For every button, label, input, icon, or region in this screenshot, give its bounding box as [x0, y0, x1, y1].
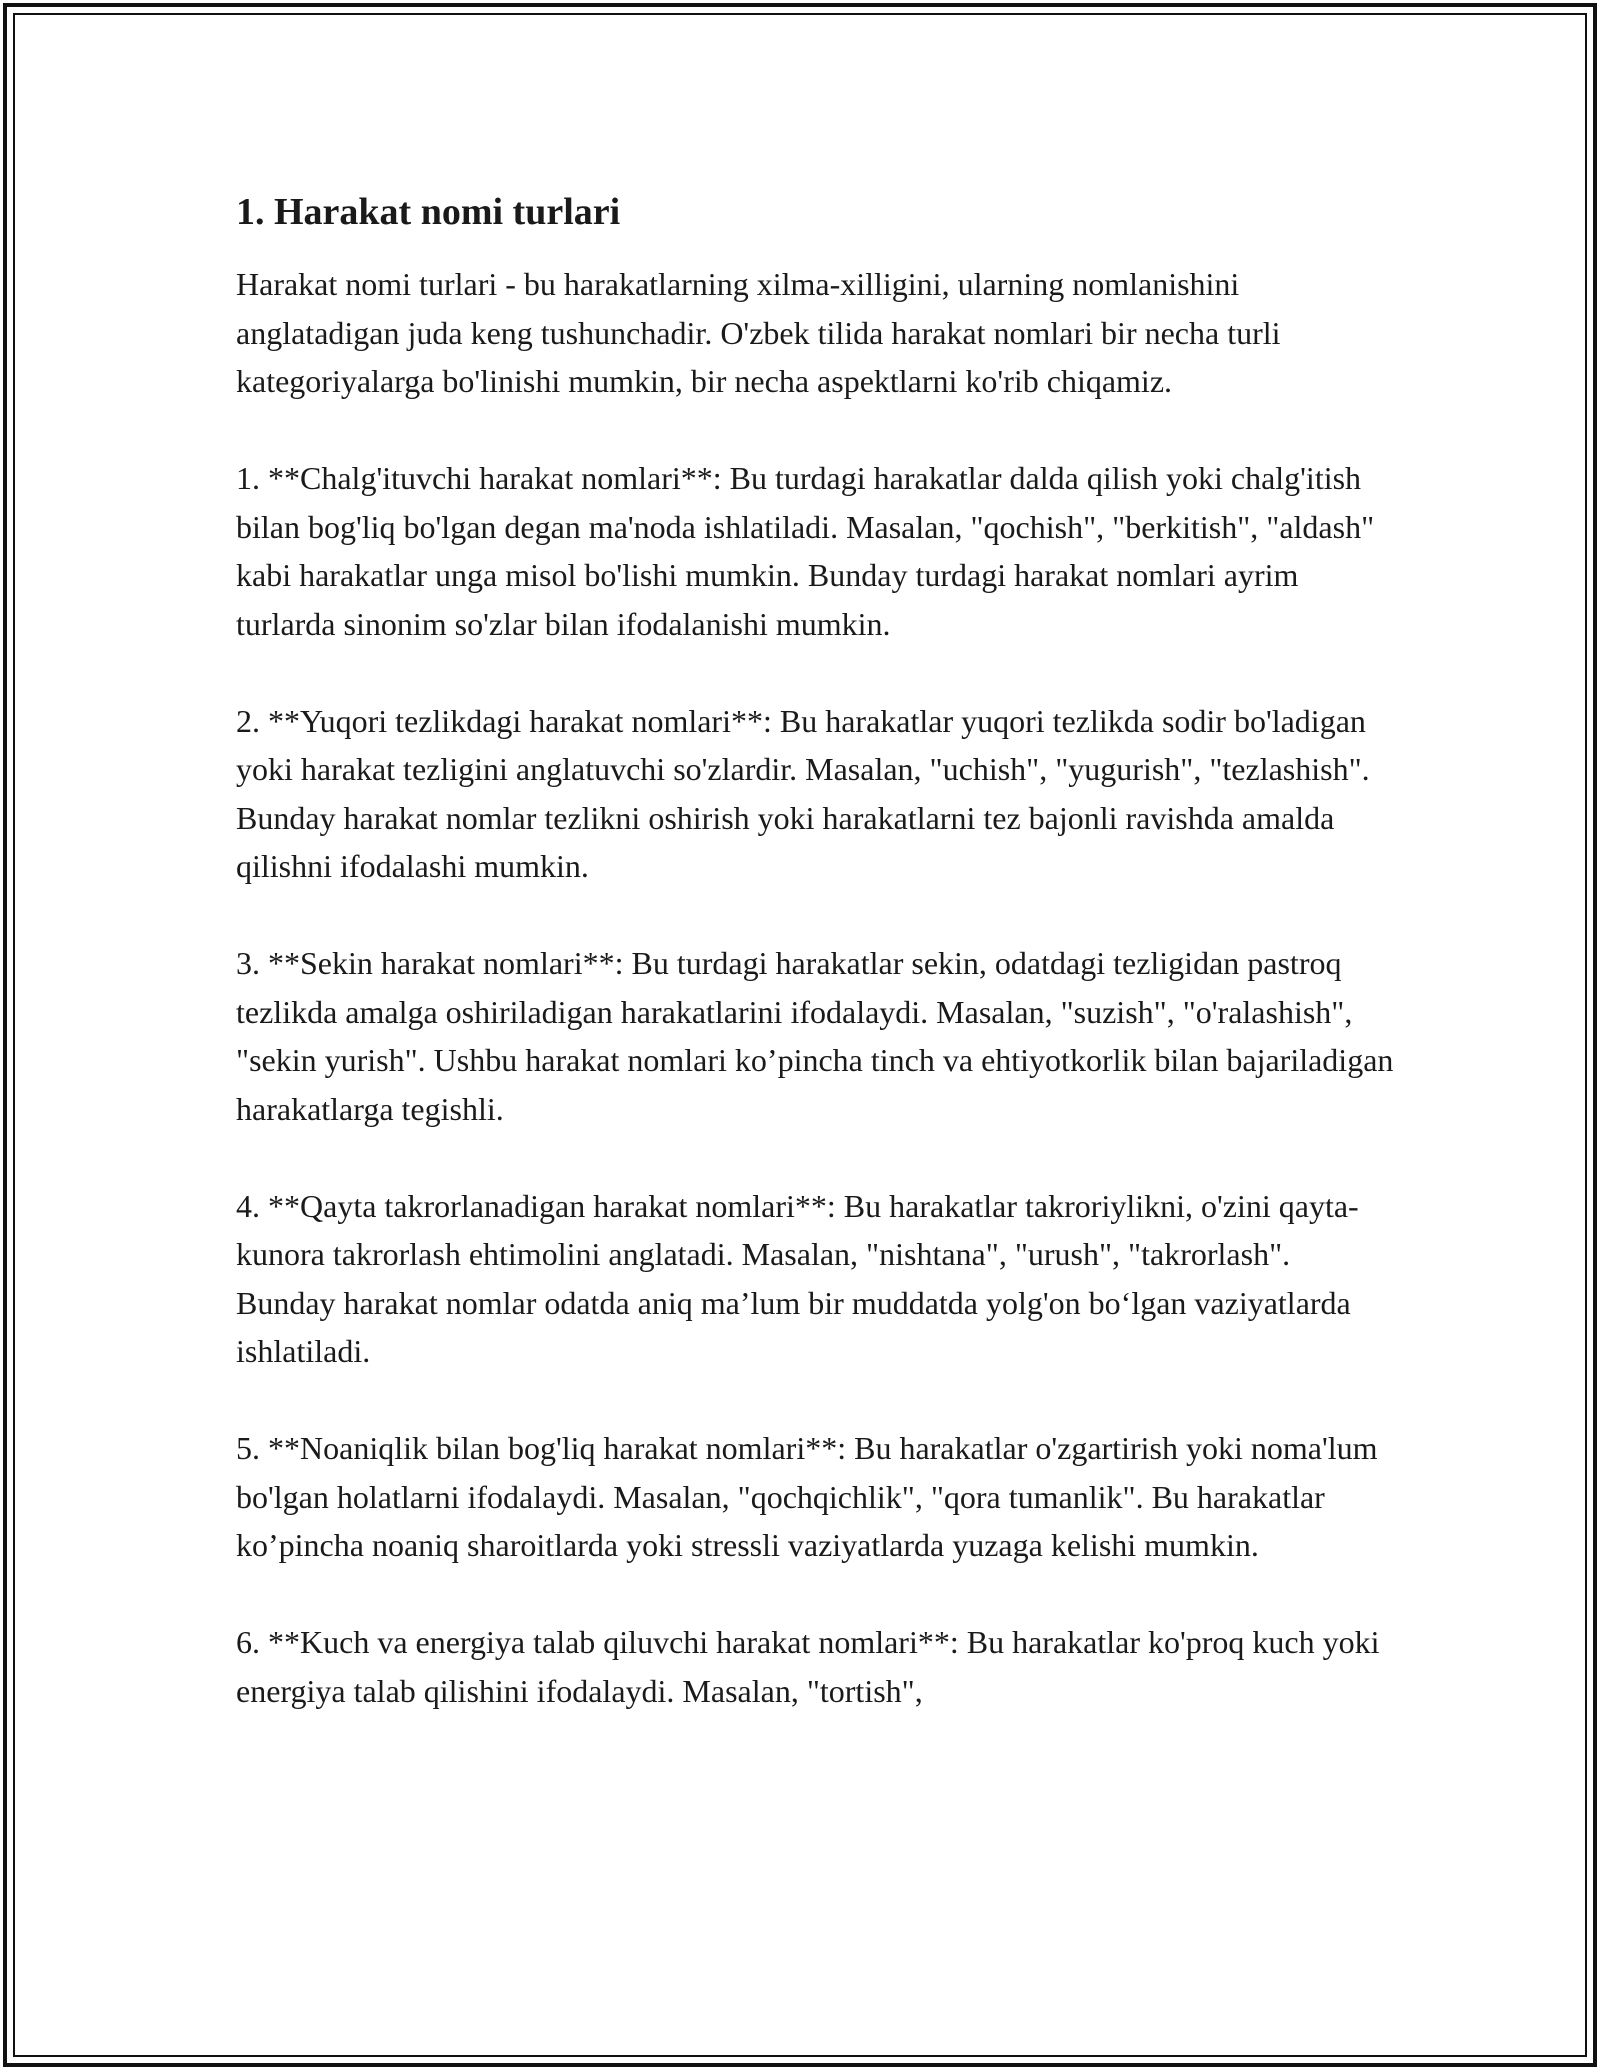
- paragraph-item-3: 3. **Sekin harakat nomlari**: Bu turdagi harakatlar sekin, odatdagi tezligidan pastroq tezlikda amalga oshiriladigan harakatlarini ifodalaydi. Masalan, "suzish", "o'ralashish", "sekin yurish". Ushbu harakat nomlari ko’pincha tinch va ehtiyotkorlik bilan bajariladigan harakatlarga tegishli.: [236, 945, 1394, 1127]
- paragraph-item-6: 6. **Kuch va energiya talab qiluvchi harakat nomlari**: Bu harakatlar ko'proq kuch yoki energiya talab qilishini ifodalaydi. Masalan, "tortish",: [236, 1624, 1380, 1709]
- paragraph-item-4: 4. **Qayta takrorlanadigan harakat nomlari**: Bu harakatlar takroriylikni, o'zini qayta-kunora takrorlash ehtimolini anglatadi. Masalan, "nishtana", "urush", "takrorlash". Bunday harakat nomlar odatda aniq ma’lum bir muddatda yolg'on bo‘lgan vaziyatlarda ishlatiladi.: [236, 1187, 1359, 1369]
- document-page: [236, 186, 1396, 1764]
- paragraph-item-2: 2. **Yuqori tezlikdagi harakat nomlari**: Bu harakatlar yuqori tezlikda sodir bo'ladigan yoki harakat tezligini anglatuvchi so'zlardir. Masalan, "uchish", "yugurish", "tezlashish". Bunday harakat nomlar tezlikni oshirish yoki harakatlarni tez bajonli ravishda amalda qilishni ifodalashi mumkin.: [236, 702, 1370, 884]
- intro-paragraph: Harakat nomi turlari - bu harakatlarning xilma-xilligini, ularning nomlanishini anglatadigan juda keng tushunchadir. O'zbek tilida harakat nomlari bir necha turli kategoriyalarga bo'linishi mumkin, bir necha aspektlarni ko'rib chiqamiz.: [236, 266, 1281, 399]
- paragraph-item-5: 5. **Noaniqlik bilan bog'liq harakat nomlari**: Bu harakatlar o'zgartirish yoki noma'lum bo'lgan holatlarni ifodalaydi. Masalan, "qochqichlik", "qora tumanlik". Bu harakatlar ko’pincha noaniq sharoitlarda yoki stressli vaziyatlarda yuzaga kelishi mumkin.: [236, 1430, 1378, 1563]
- paragraph-item-1: 1. **Chalg'ituvchi harakat nomlari**: Bu turdagi harakatlar dalda qilish yoki chalg'itish bilan bog'liq bo'lgan degan ma'noda ishlatiladi. Masalan, "qochish", "berkitish", "aldash" kabi harakatlar unga misol bo'lishi mumkin. Bunday turdagi harakat nomlari ayrim turlarda sinonim so'zlar bilan ifodalanishi mumkin.: [236, 460, 1375, 642]
- document-title: 1. Harakat nomi turlari: [236, 191, 621, 233]
